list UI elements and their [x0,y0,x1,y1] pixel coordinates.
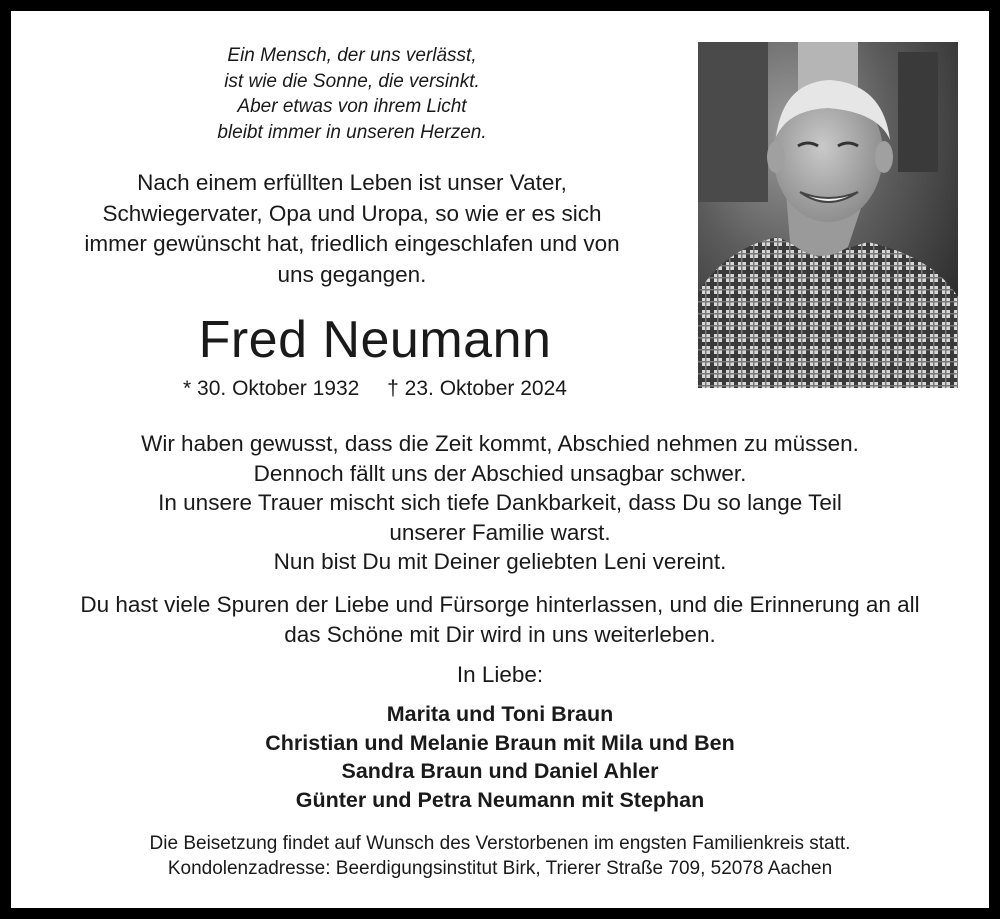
closing-phrase: In Liebe: [456,662,544,687]
poem-line: bleibt immer in unseren Herzen. [217,121,487,143]
farewell-message [40,429,960,577]
intro-line: Schwiegervater, Opa und Uropa, so wie er es sich [102,200,602,226]
birth-date: * 30. Oktober 1932 [183,377,360,400]
message-line: Nun bist Du mit Deiner geliebten Leni vereint. [273,549,727,574]
intro-line: immer gewünscht hat, friedlich eingeschlafen und von [84,231,620,256]
condolence-address: Kondolenzadresse: Beerdigungsinstitut Birk, Trierer Straße 709, 52078 Aachen [167,858,833,879]
message-line: Dennoch fällt uns der Abschied unsagbar schwer. [253,460,747,486]
remembrance-line: Du hast viele Spuren der Liebe und Fürsorge hinterlassen, und die Erinnerung an all [80,592,920,617]
message-line: Wir haben gewusst, dass die Zeit kommt, Abschied nehmen zu müssen. [141,431,859,456]
portrait-photo [698,42,958,388]
life-dates [60,377,690,401]
message-line: In unsere Trauer mischt sich tiefe Dankbarkeit, dass Du so lange Teil [158,490,842,515]
poem-line: ist wie die Sonne, die versinkt. [224,70,480,92]
intro-line: uns gegangen. [277,261,427,287]
poem-line: Aber etwas von ihrem Licht [237,96,467,117]
family-member: Christian und Melanie Braun mit Mila und Ben [265,730,735,755]
death-date: † 23. Oktober 2024 [387,377,567,400]
deceased-name: Fred Neumann [198,311,552,369]
family-member: Sandra Braun und Daniel Ahler [341,759,659,783]
intro-line: Nach einem erfüllten Leben ist unser Vater, [137,170,567,195]
family-member: Marita und Toni Braun [386,702,614,726]
intro-text [40,168,664,290]
message-line: unserer Familie warst. [389,519,611,545]
burial-note: Die Beisetzung findet auf Wunsch des Verstorbenen im engsten Familienkreis statt. [149,833,851,854]
poem-line: Ein Mensch, der uns verlässt, [227,45,477,66]
poem [60,43,644,145]
family-member: Günter und Petra Neumann mit Stephan [295,787,705,812]
funeral-info [40,831,960,881]
remembrance-text [40,590,960,649]
family-list [40,700,960,814]
remembrance-line: das Schöne mit Dir wird in uns weiterleben. [284,621,716,647]
